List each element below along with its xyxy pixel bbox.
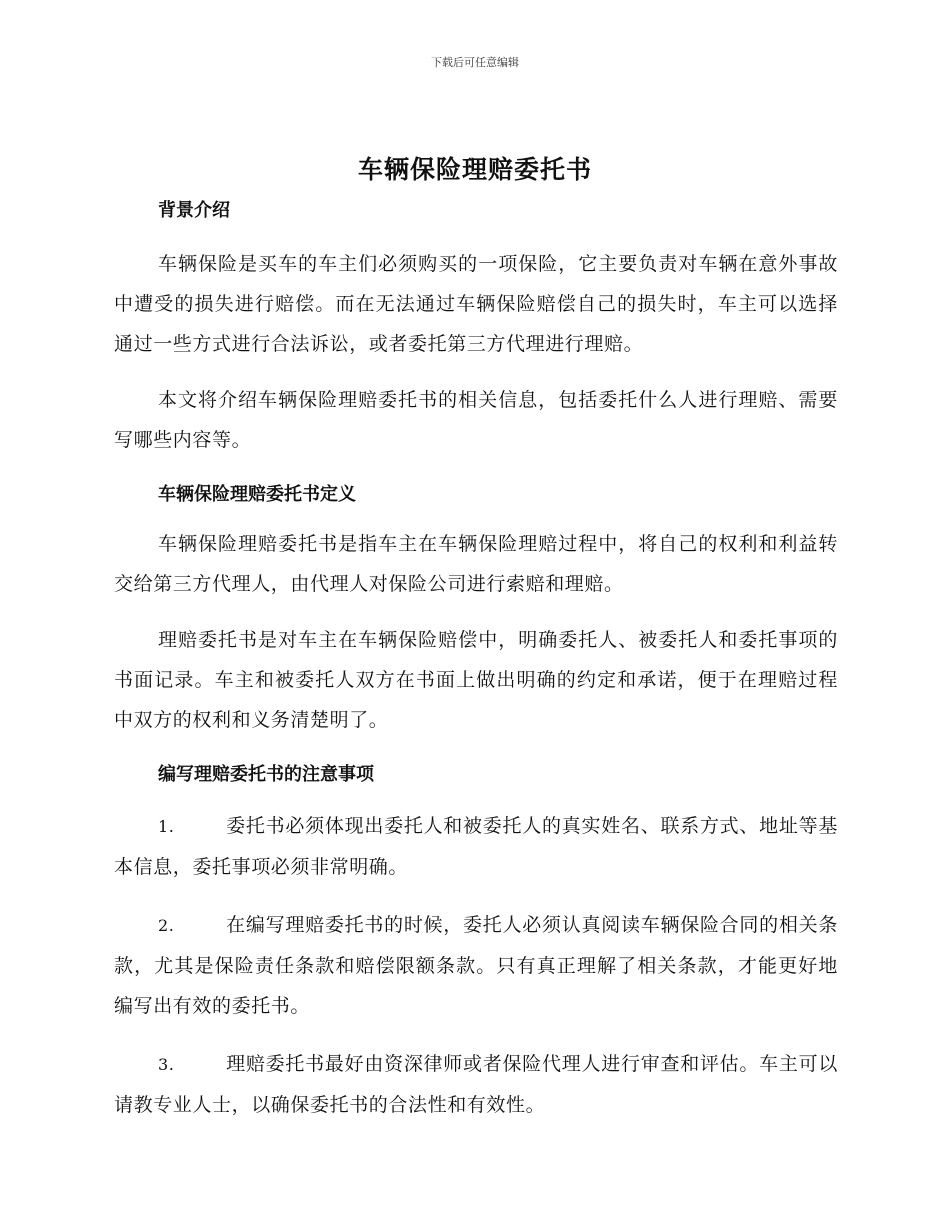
paragraph: 本文将介绍车辆保险理赔委托书的相关信息，包括委托什么人进行理赔、需要写哪些内容等。: [114, 389, 838, 451]
list-item-text: 委托书必须体现出委托人和被委托人的真实姓名、联系方式、地址等基本信息，委托事项必须非常明确。: [114, 815, 838, 878]
paragraph: 车辆保险是买车的车主们必须购买的一项保险，它主要负责对车辆在意外事故中遭受的损失进行赔偿。而在无法通过车辆保险赔偿自己的损失时，车主可以选择通过一些方式进行合法诉讼，或者委托第三方代理进行理赔。: [114, 253, 838, 355]
list-item-number: 1.: [158, 817, 175, 836]
list-item: [114, 1044, 838, 1125]
list-item-number: 2.: [158, 916, 175, 935]
document-title: 车辆保险理赔委托书: [357, 155, 592, 184]
section-heading-background: 背景介绍: [158, 200, 230, 221]
paragraph: 车辆保险理赔委托书是指车主在车辆保险理赔过程中，将自己的权利和利益转交给第三方代理人，由代理人对保险公司进行索赔和理赔。: [114, 533, 838, 595]
list-item: [114, 806, 838, 887]
document-body: [114, 194, 838, 1143]
header-note: 下载后可任意编辑: [431, 56, 519, 69]
section-heading-notes: 编写理赔委托书的注意事项: [158, 764, 374, 785]
paragraph: 理赔委托书是对车主在车辆保险赔偿中，明确委托人、被委托人和委托事项的书面记录。车主和被委托人双方在书面上做出明确的约定和承诺，便于在理赔过程中双方的权利和义务清楚明了。: [114, 629, 838, 731]
list-item-text: 理赔委托书最好由资深律师或者保险代理人进行审查和评估。车主可以请教专业人士，以确保委托书的合法性和有效性。: [114, 1053, 838, 1116]
list-item-text: 在编写理赔委托书的时候，委托人必须认真阅读车辆保险合同的相关条款，尤其是保险责任条款和赔偿限额条款。只有真正理解了相关条款，才能更好地编写出有效的委托书。: [114, 914, 838, 1017]
list-item: [114, 905, 838, 1026]
list-item-number: 3.: [158, 1055, 175, 1074]
section-heading-definition: 车辆保险理赔委托书定义: [158, 484, 356, 505]
